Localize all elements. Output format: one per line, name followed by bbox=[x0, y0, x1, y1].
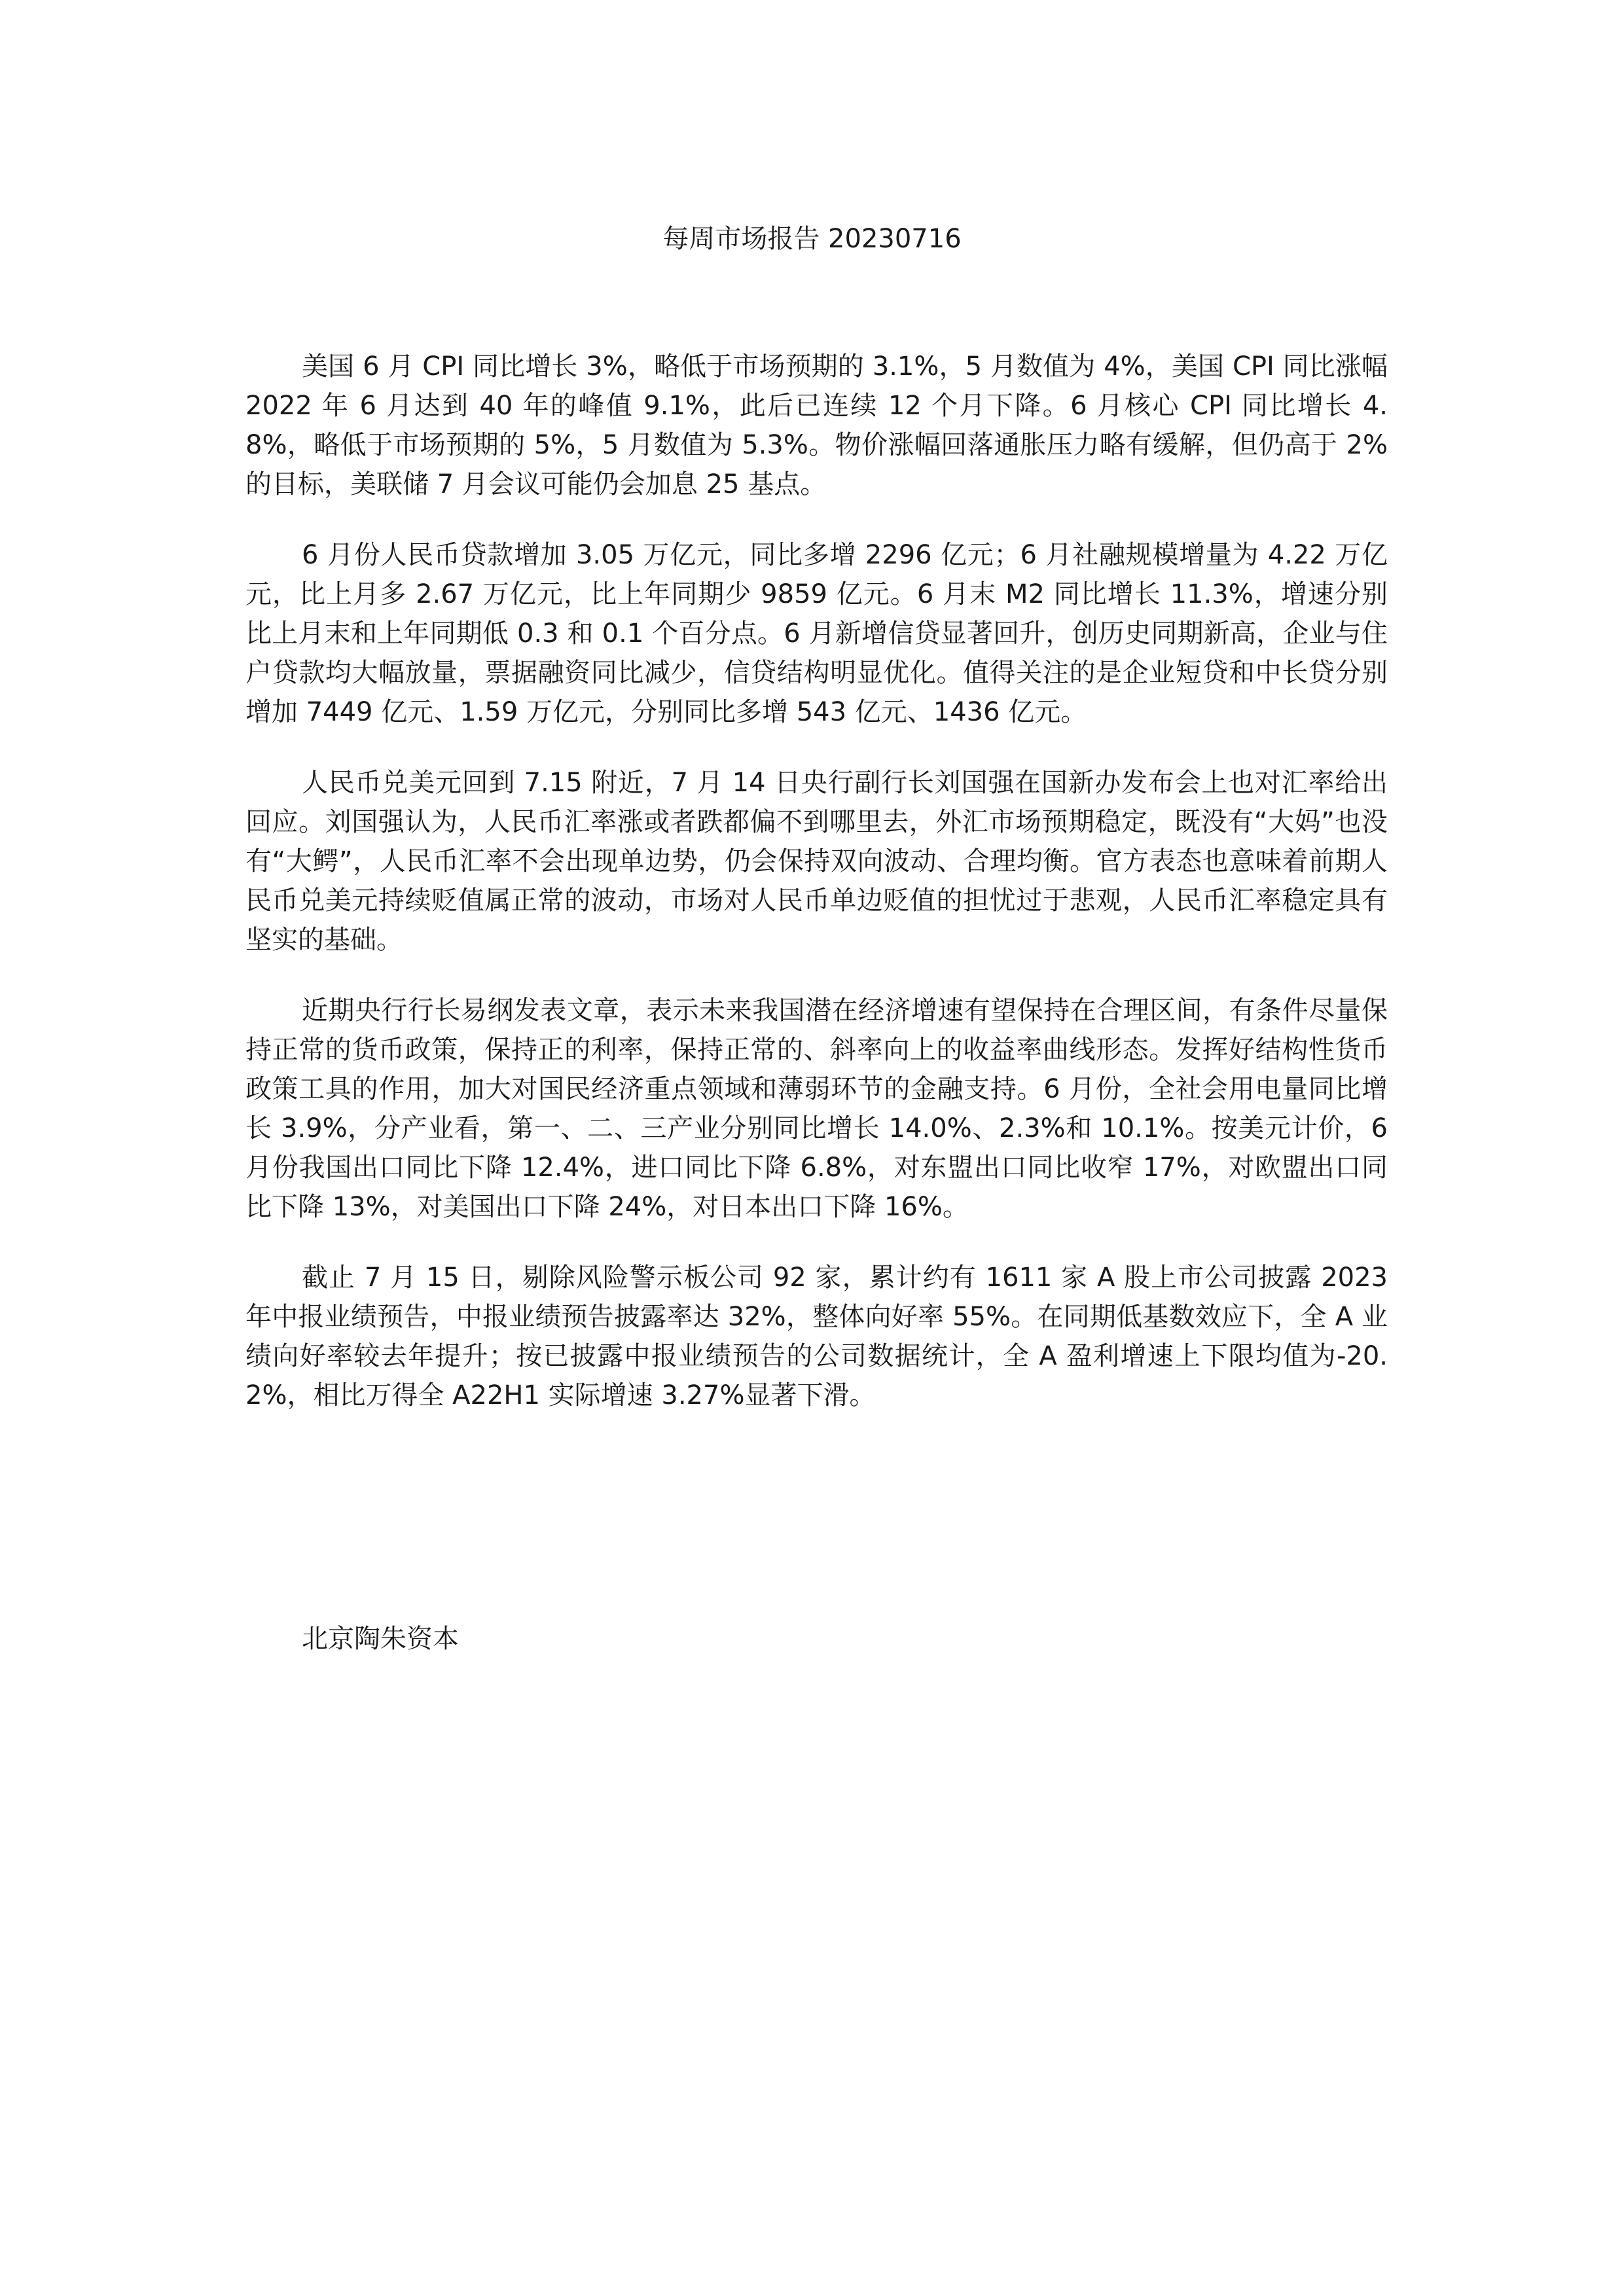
paragraph-earnings-preview: 截止 7 月 15 日，剔除风险警示板公司 92 家，累计约有 1611 家 A 股上市公司披露 2023 年中报业绩预告，中报业绩预告披露率达 32%，整体向好率 55%。在同期低基数效应下，全 A 业绩向好率较去年提升；按已披露中报业绩预告的公司数据统计，全 A 盈利增速上下限均值为-20.2%，相比万得全 A22H1 实际增速 3.27%显著下滑。 bbox=[245, 1263, 1388, 1410]
signature: 北京陶朱资本 bbox=[302, 1624, 459, 1654]
paragraph-us-cpi: 美国 6 月 CPI 同比增长 3%，略低于市场预期的 3.1%，5 月数值为 4%，美国 CPI 同比涨幅 2022 年 6 月达到 40 年的峰值 9.1%，此后已连续 12 个月下降。6 月核心 CPI 同比增长 4.8%，略低于市场预期的 5%，5 月数值为 5.3%。物价涨幅回落通胀压力略有缓解，但仍高于 2%的目标，美联储 7 月会议可能仍会加息 25 基点。 bbox=[245, 351, 1388, 499]
paragraph-rmb-loans: 6 月份人民币贷款增加 3.05 万亿元，同比多增 2296 亿元；6 月社融规模增量为 4.22 万亿元，比上月多 2.67 万亿元，比上年同期少 9859 亿元。6 月末 M2 同比增长 11.3%，增速分别比上月末和上年同期低 0.3 和 0.1 个百分点。6 月新增信贷显著回升，创历史同期新高，企业与住户贷款均大幅放量，票据融资同比减少，信贷结构明显优化。值得关注的是企业短贷和中长贷分别增加 7449 亿元、1.59 万亿元，分别同比多增 543 亿元、1436 亿元。 bbox=[245, 540, 1388, 727]
page-title: 每周市场报告 20230716 bbox=[662, 224, 962, 254]
paragraph-exchange-rate: 人民币兑美元回到 7.15 附近，7 月 14 日央行副行长刘国强在国新办发布会上也对汇率给出回应。刘国强认为，人民币汇率涨或者跌都偏不到哪里去，外汇市场预期稳定，既没有“大妈”也没有“大鳄”，人民币汇率不会出现单边势，仍会保持双向波动、合理均衡。官方表态也意味着前期人民币兑美元持续贬值属正常的波动，市场对人民币单边贬值的担忧过于悲观，人民币汇率稳定具有坚实的基础。 bbox=[245, 768, 1388, 955]
report-body bbox=[245, 347, 1388, 1446]
paragraph-monetary-policy: 近期央行行长易纲发表文章，表示未来我国潜在经济增速有望保持在合理区间，有条件尽量保持正常的货币政策，保持正的利率，保持正常的、斜率向上的收益率曲线形态。发挥好结构性货币政策工具的作用，加大对国民经济重点领域和薄弱环节的金融支持。6 月份，全社会用电量同比增长 3.9%，分产业看，第一、二、三产业分别同比增长 14.0%、2.3%和 10.1%。按美元计价，6 月份我国出口同比下降 12.4%，进口同比下降 6.8%，对东盟出口同比收窄 17%，对欧盟出口同比下降 13%，对美国出口下降 24%，对日本出口下降 16%。 bbox=[245, 996, 1388, 1222]
